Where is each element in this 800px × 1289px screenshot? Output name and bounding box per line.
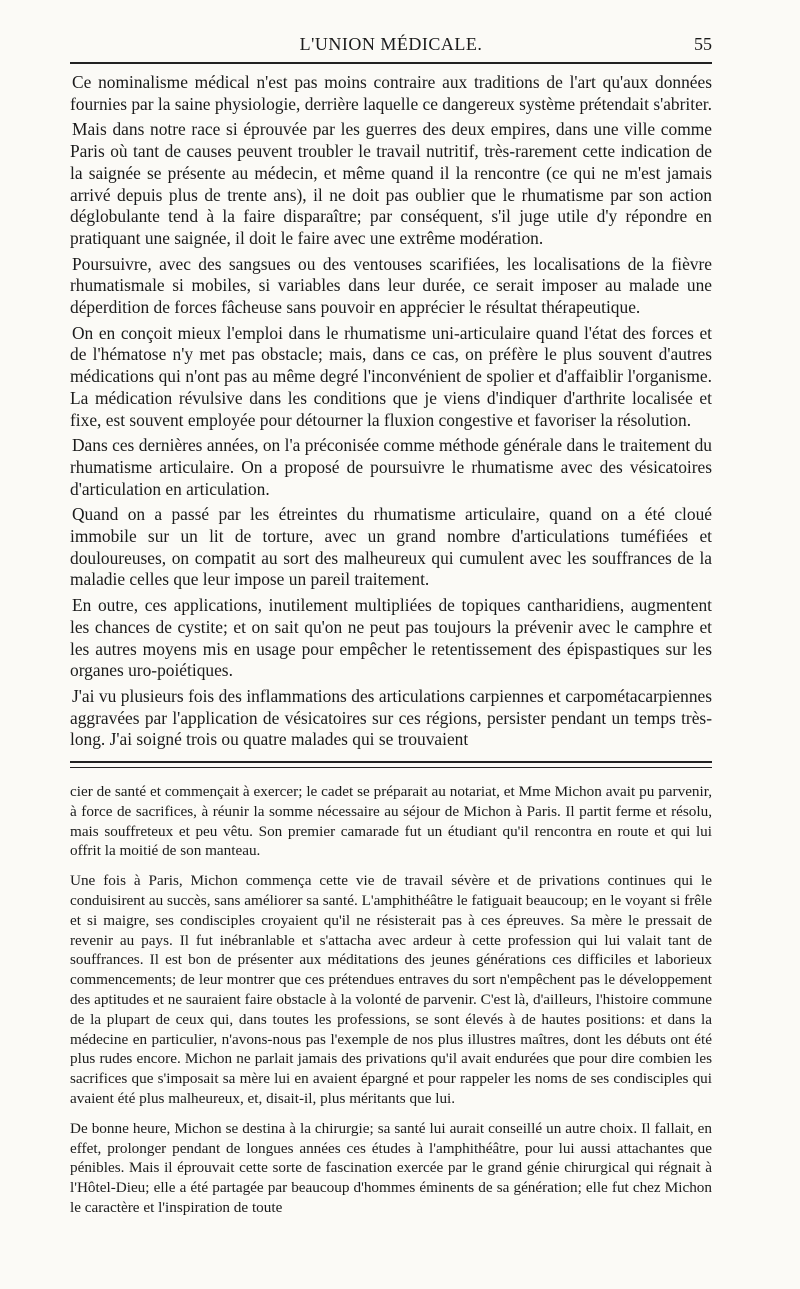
- feuilleton-paragraph: De bonne heure, Michon se destina à la chirurgie; sa santé lui aurait conseillé un autre choix. Il fallait, en effet, prolonger pendant de longues années ces études à l'amphithéâtre, pour lui aussi attachantes que pénibles. Mais il éprouvait cette sorte de fascination exercée par le grand génie chirurgical qui régnait à l'Hôtel-Dieu; elle a été partagée par beaucoup d'hommes éminents de sa génération; elle fut chez Michon le caractère et l'inspiration de toute: [70, 1119, 712, 1217]
- paragraph: J'ai vu plusieurs fois des inflammations des articulations carpiennes et carpométacarpiennes aggravées par l'application de vésicatoires sur ces régions, persister pendant un temps très-long. J'ai soigné trois ou quatre malades qui se trouvaient: [70, 685, 712, 750]
- paragraph: On en conçoit mieux l'emploi dans le rhumatisme uni-articulaire quand l'état des forces et de l'hématose n'y met pas obstacle; mais, dans ce cas, on préfère le plus souvent d'autres médications qui n'ont pas au même degré l'inconvénient de spolier et d'affaiblir l'organisme. La médication révulsive dans les conditions que je viens d'indiquer d'arthrite localisée et fixe, est souvent employée pour détourner la fluxion congestive et favoriser la résolution.: [70, 322, 712, 430]
- main-text: [70, 72, 712, 751]
- feuilleton-text: [70, 782, 712, 1218]
- paragraph: Ce nominalisme médical n'est pas moins contraire aux traditions de l'art qu'aux données fournies par la saine physiologie, derrière laquelle ce dangereux système prétendait s'abriter.: [70, 72, 712, 114]
- paragraph: Dans ces dernières années, on l'a préconisée comme méthode générale dans le traitement du rhumatisme articulaire. On a proposé de poursuivre le rhumatisme avec des vésicatoires d'articulation en articulation.: [70, 435, 712, 499]
- journal-page: [70, 28, 712, 1218]
- page-header: [70, 28, 712, 58]
- paragraph: Poursuivre, avec des sangsues ou des ventouses scarifiées, les localisations de la fièvre rhumatismale si mobiles, si variables dans leur durée, ce serait imposer au malade une déperdition de forces fâcheuse sans pouvoir en apprécier le résultat thérapeutique.: [70, 253, 712, 318]
- running-title: L'UNION MÉDICALE.: [299, 34, 483, 54]
- feuilleton-paragraph: cier de santé et commençait à exercer; le cadet se préparait au notariat, et Mme Michon avait pu parvenir, à force de sacrifices, à réunir la somme nécessaire au séjour de Michon à Paris. Il partit ferme et résolu, mais souffreteux et peu vêtu. Son premier camarade fut un étudiant qu'il rencontra en route et qui lui offrit la moitié de son manteau.: [70, 783, 712, 860]
- paragraph: En outre, ces applications, inutilement multipliées de topiques cantharidiens, augmentent les chances de cystite; et on sait qu'on ne peut pas toujours la prévenir avec le camphre et les autres moyens mis en usage pour empêcher le retentissement des épispastiques sur les organes uro-poiétiques.: [70, 595, 712, 681]
- feuilleton-divider: [70, 761, 712, 768]
- feuilleton-paragraph: Une fois à Paris, Michon commença cette vie de travail sévère et de privations continues qui le conduisirent au succès, sans améliorer sa santé. L'amphithéâtre le fatiguait beaucoup; en le voyant si frêle et si maigre, ses condisciples croyaient qu'il ne résisterait pas à ces épreuves. Sa mère le pressait de revenir au pays. Il fut inébranlable et s'attacha avec ardeur à cette profession qui lui valait tant de souffrances. Il est bon de présenter aux méditations des jeunes générations ces difficiles et laborieux commencements; de leur montrer que ces prétendues entraves du sort n'empêchent pas le développement des aptitudes et ne sauraient faire obstacle à la volonté de parvenir. C'est là, d'ailleurs, l'histoire commune de la plupart de ceux qui, dans toutes les professions, se sont élevés à de hautes positions: et dans la médecine en particulier, n'avons-nous pas l'exemple de nos plus illustres maîtres, dont les débuts ont été plus rudes encore. Michon ne parlait jamais des privations qu'il avait endurées que pour dire combien les sacrifices que s'imposait sa mère lui en avaient épargné et pour rappeler les noms de ses condisciples qui avaient été plus malheureux, et, disait-il, plus méritants que lui.: [70, 872, 712, 1108]
- header-rule: [70, 62, 712, 64]
- paragraph: Quand on a passé par les étreintes du rhumatisme articulaire, quand on a été cloué immobile sur un lit de torture, avec un grand nombre d'articulations tuméfiées et douloureuses, on compatit au sort des malheureux qui cumulent avec les souffrances de la maladie celles que leur impose un pareil traitement.: [70, 504, 712, 590]
- paragraph: Mais dans notre race si éprouvée par les guerres des deux empires, dans une ville comme Paris où tant de causes peuvent troubler le travail nutritif, très-rarement cette indication de la saignée se présente au médecin, et même quand il la rencontre (ce qui ne m'est jamais arrivé depuis plus de trente ans), il ne doit pas oublier que le rhumatisme par son action déglobulante tend à la faire disparaître; par conséquent, s'il juge utile d'y répondre en pratiquant une saignée, il doit le faire avec une extrême modération.: [70, 119, 712, 248]
- page-number: 55: [694, 34, 712, 54]
